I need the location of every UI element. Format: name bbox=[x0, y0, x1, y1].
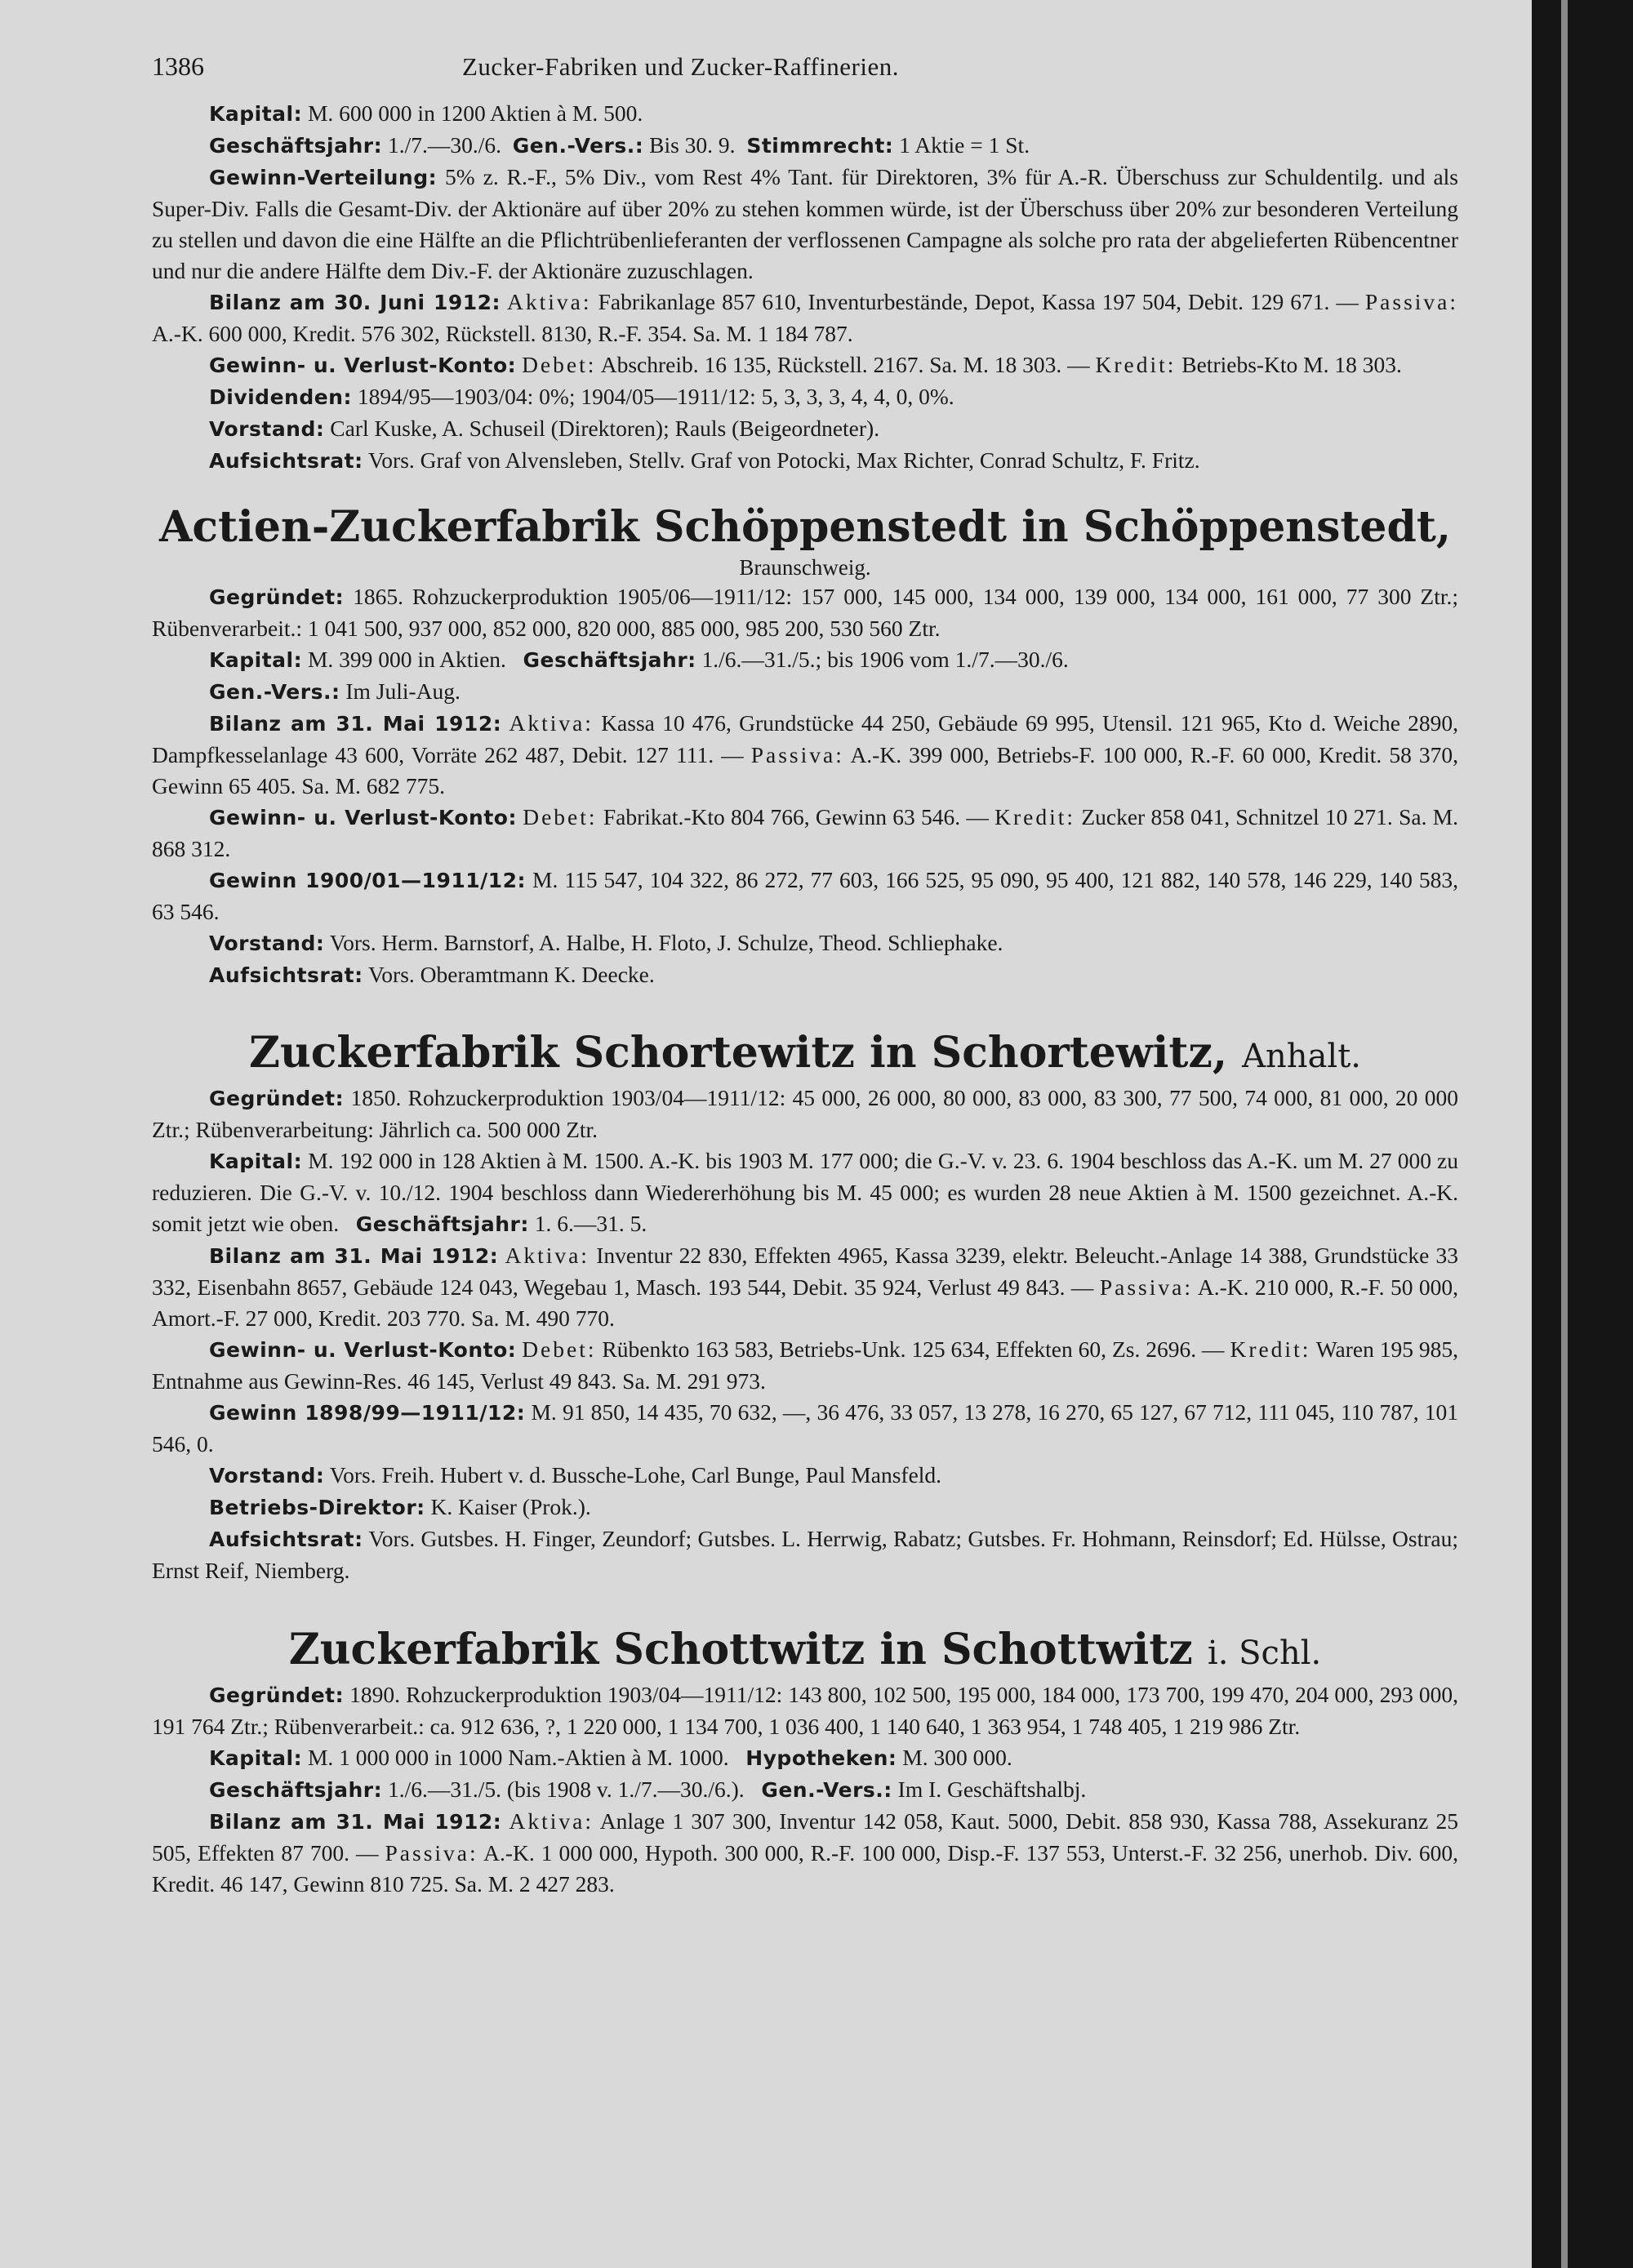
c2-betriebs-direktor: Betriebs-Direktor: K. Kaiser (Prok.). bbox=[209, 1494, 591, 1519]
c2-gewinn: Gewinn 1898/99—1911/12: M. 91 850, 14 435, 70 632, —, 36 476, 33 057, 13 278, 16 270, 65 127, 67 712, 111 045, 110 787, 101 546, 0. bbox=[152, 1399, 1459, 1456]
company-title: Zuckerfabrik Schortewitz in Schortewitz, Anhalt. bbox=[248, 1028, 1361, 1078]
prev-geschaeftsjahr: Geschäftsjahr: 1./7.—30./6. Gen.-Vers.: Bis 30. 9. Stimmrecht: 1 Aktie = 1 St. bbox=[209, 132, 1030, 158]
c1-bilanz: Bilanz am 31. Mai 1912: Aktiva: Kassa 10 476, Grundstücke 44 250, Gebäude 69 995, Utensil. 121 965, Kto d. Weiche 2890, Dampfkesselanlage 43 600, Vorräte 262 487, Debit. 127 111. — Passiva: A.-K. 399 000, Betriebs-F. 100 000, R.-F. 60 000, Kredit. 58 370, Gewinn 65 405. Sa. M. 682 775. bbox=[152, 710, 1459, 798]
c1-aufsichtsrat: Aufsichtsrat: Vors. Oberamtmann K. Deecke. bbox=[209, 962, 655, 987]
prev-bilanz: Bilanz am 30. Juni 1912: Aktiva: Fabrikanlage 857 610, Inventurbestände, Depot, Kassa 197 504, Debit. 129 671. — Passiva: A.-K. 600 000, Kredit. 576 302, Rückstell. 8130, R.-F. 354. Sa. M. 1 184 787. bbox=[152, 289, 1459, 346]
running-title: Zucker-Fabriken und Zucker-Raffinerien. bbox=[462, 52, 899, 81]
prev-gewinn-verteilung: Gewinn-Verteilung: 5% z. R.-F., 5% Div., vom Rest 4% Tant. für Direktoren, 3% für A.-R. Überschuss zur Schuldentilg. und als Super-Div. Falls die Gesamt-Div. der Aktionäre auf über 20% zu stehen kommen würde, ist der Überschuss über 20% zur besonderen Verteilung zu stellen und davon die eine Hälfte an die Pflichtrübenlieferanten der verflossenen Campagne als solche pro rata der abgelieferten Rübencentner und nur die andere Hälfte dem Div.-F. der Aktionäre zuzuschlagen. bbox=[152, 164, 1458, 283]
entry-schoeppenstedt bbox=[152, 501, 1458, 991]
c2-kapital: Kapital: M. 192 000 in 128 Aktien à M. 1500. A.-K. bis 1903 M. 177 000; die G.-V. v. 23. 6. 1904 beschloss das A.-K. um M. 27 000 zu reduzieren. Die G.-V. v. 10./12. 1904 beschloss dann Wiedererhöhung bis M. 45 000; es wurden 28 neue Aktien à M. 1500 gezeichnet. A.-K. somit jetzt wie oben. Geschäftsjahr: 1. 6.—31. 5. bbox=[152, 1148, 1458, 1236]
scan-edge bbox=[1532, 0, 1633, 2268]
company-location: Braunschweig. bbox=[739, 555, 871, 580]
c3-geschaeftsjahr: Geschäftsjahr: 1./6.—31./5. (bis 1908 v. 1./7.—30./6.). Gen.-Vers.: Im I. Geschäftshalbj. bbox=[209, 1777, 1087, 1802]
c1-vorstand: Vorstand: Vors. Herm. Barnstorf, A. Halbe, H. Floto, J. Schulze, Theod. Schliephake. bbox=[209, 930, 1003, 955]
prev-gewinn-verlust-konto: Gewinn- u. Verlust-Konto: Debet: Abschreib. 16 135, Rückstell. 2167. Sa. M. 18 303. — Kredit: Betriebs-Kto M. 18 303. bbox=[209, 352, 1402, 377]
c1-gegruendet: Gegründet: 1865. Rohzuckerproduktion 1905/06—1911/12: 157 000, 145 000, 134 000, 139 000, 134 000, 161 000, 77 300 Ztr.; Rübenverarbeit.: 1 041 500, 937 000, 852 000, 820 000, 885 000, 985 200, 530 560 Ztr. bbox=[152, 584, 1459, 641]
prev-kapital: Kapital: M. 600 000 in 1200 Aktien à M. 500. bbox=[209, 100, 643, 126]
page-number: 1386 bbox=[152, 51, 204, 81]
page-content bbox=[152, 51, 1458, 1900]
company-title: Actien-Zuckerfabrik Schöppenstedt in Schöppenstedt, bbox=[159, 502, 1451, 552]
c1-gen-vers: Gen.-Vers.: Im Juli-Aug. bbox=[209, 678, 461, 704]
scan-edge-stripe bbox=[1561, 0, 1568, 2268]
c2-vorstand: Vorstand: Vors. Freih. Hubert v. d. Bussche-Lohe, Carl Bunge, Paul Mansfeld. bbox=[209, 1462, 942, 1488]
c1-gewinn-verlust-konto: Gewinn- u. Verlust-Konto: Debet: Fabrikat.-Kto 804 766, Gewinn 63 546. — Kredit: Zucker 858 041, Schnitzel 10 271. Sa. M. 868 312. bbox=[152, 804, 1459, 861]
c2-aufsichtsrat: Aufsichtsrat: Vors. Gutsbes. H. Finger, Zeundorf; Gutsbes. L. Herrwig, Rabatz; Gutsbes. Fr. Hohmann, Reinsdorf; Ed. Hülsse, Ostrau; Ernst Reif, Niemberg. bbox=[152, 1526, 1458, 1583]
c2-gewinn-verlust-konto: Gewinn- u. Verlust-Konto: Debet: Rübenkto 163 583, Betriebs-Unk. 125 634, Effekten 60, Zs. 2696. — Kredit: Waren 195 985, Entnahme aus Gewinn-Res. 46 145, Verlust 49 843. Sa. M. 291 973. bbox=[152, 1336, 1459, 1394]
entry-schottwitz bbox=[152, 1624, 1458, 1900]
c1-kapital: Kapital: M. 399 000 in Aktien. Geschäftsjahr: 1./6.—31./5.; bis 1906 vom 1./7.—30./6. bbox=[209, 647, 1069, 672]
entry-previous-continued bbox=[152, 98, 1458, 477]
prev-vorstand: Vorstand: Carl Kuske, A. Schuseil (Direktoren); Rauls (Beigeordneter). bbox=[209, 416, 880, 441]
c3-gegruendet: Gegründet: 1890. Rohzuckerproduktion 1903/04—1911/12: 143 800, 102 500, 195 000, 184 000, 173 700, 199 470, 204 000, 293 000, 191 764 Ztr.; Rübenverarbeit.: ca. 912 636, ?, 1 220 000, 1 134 700, 1 036 400, 1 140 640, 1 363 954, 1 748 405, 1 219 986 Ztr. bbox=[152, 1682, 1458, 1739]
c3-bilanz: Bilanz am 31. Mai 1912: Aktiva: Anlage 1 307 300, Inventur 142 058, Kaut. 5000, Debit. 858 930, Kassa 788, Assekuranz 25 505, Effekten 87 700. — Passiva: A.-K. 1 000 000, Hypoth. 300 000, R.-F. 100 000, Disp.-F. 137 553, Unterst.-F. 32 256, unerhob. Div. 600, Kredit. 46 147, Gewinn 810 725. Sa. M. 2 427 283. bbox=[152, 1808, 1459, 1897]
company-title: Zuckerfabrik Schottwitz in Schottwitz i. Schl. bbox=[288, 1625, 1322, 1674]
page-header bbox=[152, 51, 1458, 98]
c2-gegruendet: Gegründet: 1850. Rohzuckerproduktion 1903/04—1911/12: 45 000, 26 000, 80 000, 83 000, 83 300, 77 500, 74 000, 81 000, 20 000 Ztr.; Rübenverarbeitung: Jährlich ca. 500 000 Ztr. bbox=[152, 1085, 1458, 1142]
prev-aufsichtsrat: Aufsichtsrat: Vors. Graf von Alvensleben, Stellv. Graf von Potocki, Max Richter, Conrad Schultz, F. Fritz. bbox=[209, 447, 1200, 473]
c2-bilanz: Bilanz am 31. Mai 1912: Aktiva: Inventur 22 830, Effekten 4965, Kassa 3239, elektr. Beleucht.-Anlage 14 388, Grundstücke 33 332, Eisenbahn 8657, Gebäude 124 043, Wegebau 1, Masch. 193 544, Debit. 35 924, Verlust 49 843. — Passiva: A.-K. 210 000, R.-F. 50 000, Amort.-F. 27 000, Kredit. 203 770. Sa. M. 490 770. bbox=[152, 1243, 1459, 1331]
entry-schortewitz bbox=[152, 1027, 1458, 1586]
c3-kapital: Kapital: M. 1 000 000 in 1000 Nam.-Aktien à M. 1000. Hypotheken: M. 300 000. bbox=[209, 1745, 1012, 1770]
c1-gewinn: Gewinn 1900/01—1911/12: M. 115 547, 104 322, 86 272, 77 603, 166 525, 95 090, 95 400, 121 882, 140 578, 146 229, 140 583, 63 546. bbox=[152, 867, 1458, 924]
prev-dividenden: Dividenden: 1894/95—1903/04: 0%; 1904/05—1911/12: 5, 3, 3, 3, 4, 4, 0, 0%. bbox=[209, 384, 954, 409]
